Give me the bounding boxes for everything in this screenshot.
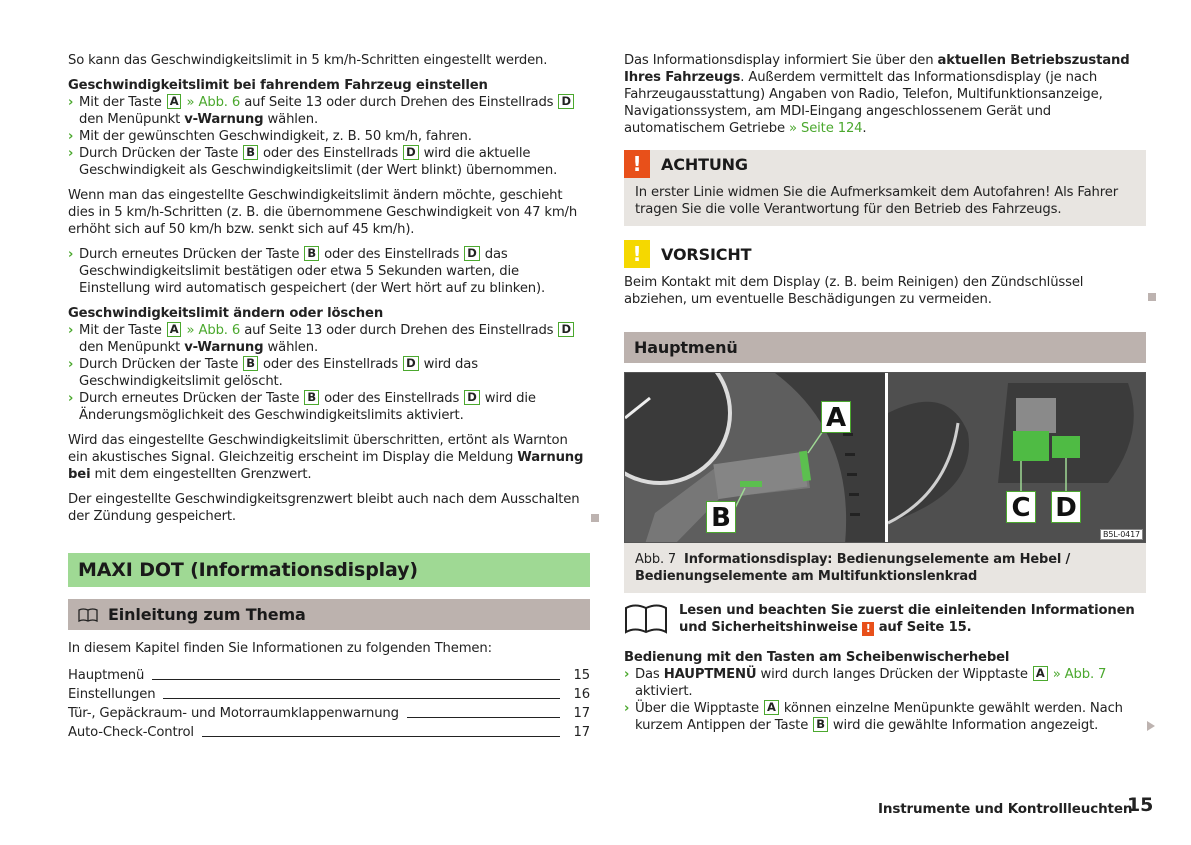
bullet-arrow-icon: › [624, 667, 630, 682]
figure-controls [624, 372, 1146, 543]
key-label: D [558, 94, 573, 109]
section-heading-set-limit: Geschwindigkeitslimit bei fahrendem Fahrzeug einstellen [68, 78, 488, 93]
bullet-arrow-icon: › [68, 146, 74, 161]
key-label: B [243, 145, 258, 160]
key-label: B [813, 717, 828, 732]
open-book-icon [624, 602, 668, 634]
paragraph: Der eingestellte Geschwindigkeitsgrenzwert bleibt auch nach dem Ausschalten der Zündung gespeichert. [68, 492, 580, 524]
warning-exclamation-icon: ! [862, 622, 874, 636]
confirm-step [68, 246, 590, 297]
left-column [68, 52, 590, 741]
page-link[interactable]: » Seite 124 [789, 121, 863, 136]
bullet-arrow-icon: › [68, 95, 74, 110]
bullet-arrow-icon: › [68, 323, 74, 338]
callout-label-b: B [706, 501, 736, 533]
wiper-stalk-illustration [625, 373, 885, 543]
book-icon [78, 608, 98, 622]
page-number: 15 [1127, 794, 1154, 816]
section-title: Hauptmenü [634, 337, 738, 357]
figure-stalk-panel [625, 373, 885, 542]
caution-exclamation-icon: ! [624, 240, 650, 268]
bullet-arrow-icon: › [68, 391, 74, 406]
key-label: D [464, 390, 479, 405]
continue-arrow-icon [1147, 721, 1155, 731]
figure-link[interactable]: » Abb. 7 [1052, 667, 1107, 682]
callout-label-c: C [1006, 491, 1036, 523]
toc-intro: In diesem Kapitel finden Sie Informationen zu folgenden Themen: [68, 641, 492, 656]
key-label: D [403, 356, 418, 371]
change-limit-steps [68, 322, 590, 424]
key-label: A [1033, 666, 1048, 681]
bullet-arrow-icon: › [68, 129, 74, 144]
paragraph: Wenn man das eingestellte Geschwindigkeitslimit ändern möchte, geschieht dies in 5 km/h-Schritten (z. B. die übernommene Geschwindigkeit von 47 km/h erhöht sich auf 50 km/h bzw. senkt sich auf 45 km/h). [68, 188, 578, 237]
list-item: › Durch erneutes Drücken der Taste B oder des Einstellrads D wird die Änderungsmöglichkeit des Geschwindigkeitslimits aktiviert. [68, 390, 536, 423]
intro-text: So kann das Geschwindigkeitslimit in 5 km/h-Schritten eingestellt werden. [68, 53, 548, 68]
section-end-marker [591, 514, 599, 522]
toc-entry[interactable]: Auto-Check-Control 17 [68, 725, 590, 740]
list-item: › Mit der gewünschten Geschwindigkeit, z. B. 50 km/h, fahren. [68, 129, 472, 144]
table-of-contents [68, 665, 590, 741]
toc-entry[interactable]: Hauptmenü 15 [68, 668, 590, 683]
caution-text: Beim Kontakt mit dem Display (z. B. beim Reinigen) den Zündschlüssel abziehen, um eventuelle Beschädigungen zu vermeiden. [624, 275, 1084, 307]
figure-link[interactable]: » Abb. 6 [186, 95, 241, 110]
list-item: › Mit der Taste A » Abb. 6 auf Seite 13 oder durch Drehen des Einstellrads D den Menüpunkt v-Warnung wählen. [68, 94, 590, 128]
read-first-note: Lesen und beachten Sie zuerst die einleitenden Informationen und Sicherheitshinweise ! auf Seite 15. [624, 602, 1146, 636]
warning-box [624, 150, 1146, 226]
key-label: A [167, 94, 182, 109]
warning-title: ACHTUNG [661, 154, 748, 174]
list-item: › Durch erneutes Drücken der Taste B oder des Einstellrads D das Geschwindigkeitslimit bestätigen oder etwa 5 Sekunden warten, die Einstellung wird automatisch gespeichert (der Wert hört auf zu blinken). [68, 246, 546, 296]
key-label: D [403, 145, 418, 160]
key-label: A [764, 700, 779, 715]
toc-entry[interactable]: Tür-, Gepäckraum- und Motorraumklappenwarnung 17 [68, 706, 590, 721]
bullet-arrow-icon: › [68, 247, 74, 262]
key-label: D [558, 322, 573, 337]
bullet-arrow-icon: › [68, 357, 74, 372]
figure-link[interactable]: » Abb. 6 [186, 323, 241, 338]
toc-entry[interactable]: Einstellungen 16 [68, 687, 590, 702]
subsection-heading: Bedienung mit den Tasten am Scheibenwischerhebel [624, 650, 1010, 665]
bullet-arrow-icon: › [624, 701, 630, 716]
intro-section-header [68, 599, 590, 630]
key-label: B [304, 246, 319, 261]
footer-chapter: Instrumente und Kontrollleuchten [878, 801, 1133, 817]
caution-title: VORSICHT [661, 244, 752, 264]
warning-text: In erster Linie widmen Sie die Aufmerksamkeit dem Autofahren! Als Fahrer tragen Sie die volle Verantwortung für den Betrieb des Fahrzeugs. [635, 185, 1118, 217]
caution-header [624, 240, 1146, 268]
list-item: › Das HAUPTMENÜ wird durch langes Drücken der Wipptaste A » Abb. 7 aktiviert. [624, 666, 1107, 699]
figure-wheel-panel [888, 373, 1145, 542]
key-label: A [167, 322, 182, 337]
right-column [624, 52, 1146, 742]
section-end-marker [1148, 293, 1156, 301]
wiper-stalk-steps [624, 666, 1146, 734]
figure-id: B5L-0417 [1100, 529, 1143, 540]
figure-number: Abb. 7 [635, 552, 677, 567]
set-limit-steps [68, 94, 590, 179]
list-item: › Mit der Taste A » Abb. 6 auf Seite 13 oder durch Drehen des Einstellrads D den Menüpunkt v-Warnung wählen. [68, 322, 590, 356]
callout-label-d: D [1051, 491, 1081, 523]
list-item: › Über die Wipptaste A können einzelne Menüpunkte gewählt werden. Nach kurzem Antippen der Taste B wird die gewählte Information angezeigt. [624, 700, 1123, 733]
paragraph: Wird das eingestellte Geschwindigkeitslimit überschritten, ertönt als Warnton ein akustisches Signal. Gleichzeitig erscheint im Display die Meldung Warnung bei mit dem eingestellten Grenzwert. [68, 433, 584, 482]
callout-label-a: A [821, 401, 851, 433]
page-link[interactable]: auf Seite 15. [878, 620, 972, 635]
intro-paragraph: Das Informationsdisplay informiert Sie über den aktuellen Betriebszustand Ihres Fahrzeugs. Außerdem vermittelt das Informationsdisplay (je nach Fahrzeugausstattung) Angaben von Radio, Telefon, Multifunktionsanzeige, Navigationssystem, am MDI-Eingang angeschlossenem Gerät und automatischem Getriebe » Seite 124. [624, 53, 1130, 136]
figure-caption: Abb. 7 Informationsdisplay: Bedienungselemente am Hebel / Bedienungselemente am Multifunktionslenkrad [624, 543, 1146, 593]
hauptmenu-section-header [624, 332, 1146, 363]
section-title: Einleitung zum Thema [108, 604, 306, 624]
key-label: B [243, 356, 258, 371]
key-label: D [464, 246, 479, 261]
chapter-title: MAXI DOT (Informationsdisplay) [68, 553, 590, 587]
key-label: B [304, 390, 319, 405]
list-item: › Durch Drücken der Taste B oder des Einstellrads D wird das Geschwindigkeitslimit gelöscht. [68, 356, 478, 389]
section-heading-change-limit: Geschwindigkeitslimit ändern oder löschen [68, 306, 384, 321]
list-item: › Durch Drücken der Taste B oder des Einstellrads D wird die aktuelle Geschwindigkeit als Geschwindigkeitslimit (der Wert blinkt) übernommen. [68, 145, 558, 178]
warning-exclamation-icon: ! [624, 150, 650, 178]
